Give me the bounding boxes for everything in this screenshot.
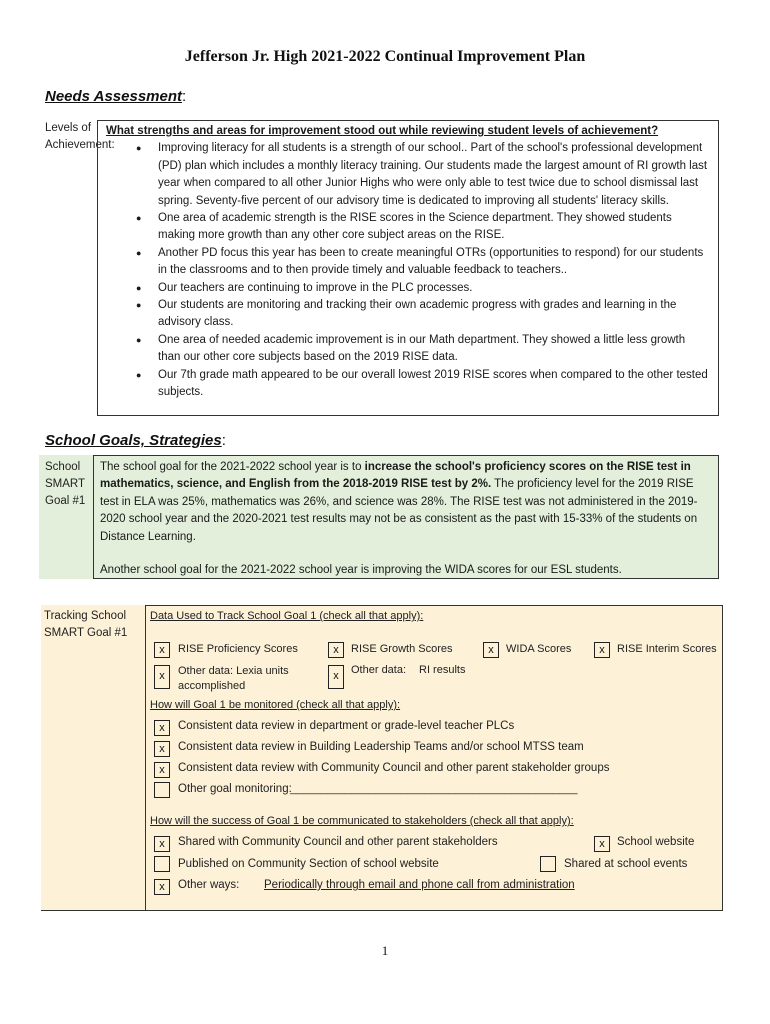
checkbox-monitor-community[interactable]: x <box>154 762 170 778</box>
goal-label: School SMART Goal #1 <box>45 461 86 507</box>
goal-paragraph-1 <box>100 459 712 546</box>
data-used-heading: Data Used to Track School Goal 1 (check all that apply): <box>150 610 424 622</box>
monitor-other-label: Other goal monitoring: <box>178 783 292 795</box>
page-title: Jefferson Jr. High 2021-2022 Continual Improvement Plan <box>184 48 586 65</box>
needs-assessment-colon: : <box>182 88 187 105</box>
checkbox-rise-growth[interactable]: x <box>328 642 344 658</box>
goal-p1-end: The proficiency level for the 2019 RISE test in ELA was 25%, mathematics was 26%, and science was 28%. The RISE test was not administered in the 2019-2020 school year and the 2020-2021 test results may not be as consistent as the past with 15-33% of the students on Distance Learning. <box>100 478 698 543</box>
goal-p1-start: The school goal for the 2021-2022 school year is to <box>100 461 365 473</box>
school-goals-heading-text: School Goals, Strategies <box>45 432 222 449</box>
other-data-ri-label: Other data: <box>351 664 407 676</box>
checkbox-comm-website[interactable]: x <box>594 836 610 852</box>
comm-other-value[interactable]: Periodically through email and phone call from administration <box>264 879 575 891</box>
checkbox-monitor-blt[interactable]: x <box>154 741 170 757</box>
checkbox-monitor-plc[interactable]: x <box>154 720 170 736</box>
checkbox-rise-proficiency[interactable]: x <box>154 642 170 658</box>
needs-bullet-list <box>106 140 710 401</box>
tracking-box <box>145 605 723 911</box>
checkbox-rise-interim[interactable]: x <box>594 642 610 658</box>
checkbox-other-data-lexia[interactable]: x <box>154 665 170 689</box>
other-data-ri-value: RI results <box>419 664 466 676</box>
needs-assessment-box <box>97 120 719 416</box>
monitor-heading: How will Goal 1 be monitored (check all that apply): <box>150 699 401 711</box>
other-data-lexia-label <box>178 664 289 694</box>
other-data-lexia-line1: Other data: Lexia units <box>178 665 289 677</box>
comm-events-label: Shared at school events <box>564 858 688 870</box>
levels-label: Levels of Achievement: <box>45 122 115 151</box>
monitor-other-blank[interactable]: _______________________________________________ <box>290 783 578 795</box>
comm-website-label: School website <box>617 836 695 848</box>
wida-label: WIDA Scores <box>506 643 572 655</box>
needs-question: What strengths and areas for improvement stood out while reviewing student levels of achievement? <box>106 125 659 137</box>
monitor-plc-label: Consistent data review in department or grade-level teacher PLCs <box>178 720 515 732</box>
needs-assessment-heading-text: Needs Assessment <box>45 88 183 105</box>
needs-bullet: ● Our 7th grade math appeared to be our overall lowest 2019 RISE scores when compared to the other tested subjects. <box>158 367 710 402</box>
needs-assessment-heading <box>45 88 186 105</box>
rise-interim-label: RISE Interim Scores <box>617 643 717 655</box>
tracking-label-cell <box>41 605 145 911</box>
needs-bullet: ● Our students are monitoring and tracking their own academic progress with grades and learning in the advisory class. <box>158 297 710 332</box>
other-data-lexia-line2: accomplished <box>178 680 246 692</box>
tracking-label: Tracking School SMART Goal #1 <box>44 610 128 639</box>
monitor-community-label: Consistent data review with Community Council and other parent stakeholder groups <box>178 762 610 774</box>
checkbox-other-data-ri[interactable]: x <box>328 665 344 689</box>
checkbox-comm-other[interactable]: x <box>154 879 170 895</box>
comm-other-label: Other ways: <box>178 879 240 891</box>
needs-bullet: ● Improving literacy for all students is a strength of our school.. Part of the school's professional development (PD) plan which includes a monthly literacy training. Our students made the largest amount of RI growth last year when compared to all other Junior Highs who were only able to test twice due to school dismissal last spring. Seventy-five percent of our advisory time is dedicated to improving all students' literacy skills. <box>158 140 710 210</box>
checkbox-comm-published[interactable] <box>154 856 170 872</box>
rise-proficiency-label: RISE Proficiency Scores <box>178 643 298 655</box>
school-goals-colon: : <box>221 432 226 449</box>
needs-bullet: ● Our teachers are continuing to improve in the PLC processes. <box>158 280 710 297</box>
checkbox-monitor-other[interactable] <box>154 782 170 798</box>
comm-council-label: Shared with Community Council and other parent stakeholders <box>178 836 498 848</box>
school-goals-heading <box>45 432 226 449</box>
checkbox-comm-events[interactable] <box>540 856 556 872</box>
needs-bullet: ● One area of needed academic improvement is in our Math department. They showed a little less growth than our other core subjects based on the 2019 RISE data. <box>158 332 710 367</box>
goal-label-cell <box>39 455 93 579</box>
needs-bullet: ● Another PD focus this year has been to create meaningful OTRs (opportunities to respond) for our students in the classrooms and to then provide timely and valuable feedback to teachers.. <box>158 245 710 280</box>
page-number: 1 <box>381 943 389 958</box>
rise-growth-label: RISE Growth Scores <box>351 643 453 655</box>
goal-paragraph-2: Another school goal for the 2021-2022 school year is improving the WIDA scores for our ESL students. <box>100 564 622 577</box>
checkbox-wida[interactable]: x <box>483 642 499 658</box>
checkbox-comm-council[interactable]: x <box>154 836 170 852</box>
communicate-heading: How will the success of Goal 1 be communicated to stakeholders (check all that apply): <box>150 815 574 827</box>
needs-bullet: ● One area of academic strength is the RISE scores in the Science department. They showed students making more growth than any other core subject areas on the RISE. <box>158 210 710 245</box>
monitor-blt-label: Consistent data review in Building Leadership Teams and/or school MTSS team <box>178 741 584 753</box>
comm-published-label: Published on Community Section of school website <box>178 858 439 870</box>
goal-p1-bold: increase the school's proficiency scores on the RISE test in mathematics, science, and English from the 2018-2019 RISE test by 2%. <box>100 461 691 491</box>
school-goal-box <box>93 455 719 579</box>
